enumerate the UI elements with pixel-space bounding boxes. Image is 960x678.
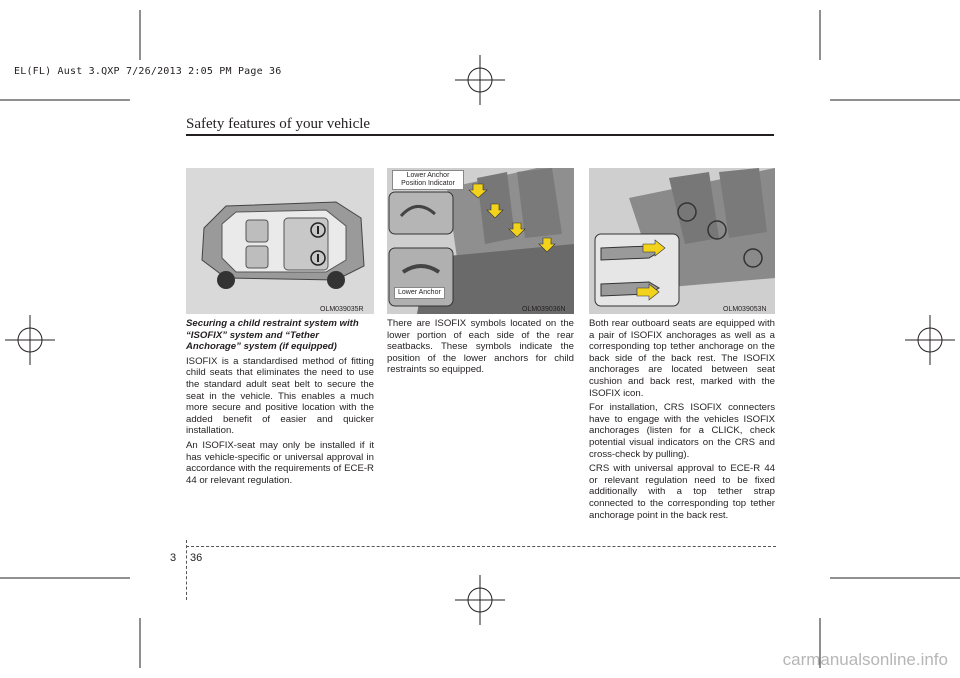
paragraph: CRS with universal approval to ECE-R 44 or relevant regulation need to be fixed additionally with a top tether strap connected to the corresponding top tether anchorage point in the back rest. [589, 463, 775, 521]
figure-code-3: OLM039053N [723, 306, 767, 313]
figure-code-2: OLM039036N [522, 306, 566, 313]
paragraph: An ISOFIX-seat may only be installed if it has vehicle-specific or universal approval in accordance with the requirements of ECE-R 44 or relevant regulation. [186, 439, 374, 486]
callout-lower-anchor: Lower Anchor [394, 287, 445, 299]
column-3 [589, 318, 775, 524]
paragraph: Both rear outboard seats are equipped with a pair of ISOFIX anchorages as well as a corresponding top tether anchorage on the back side of the back rest. The ISOFIX anchorages are located between seat cushion and back rest, marked with the ISOFIX icon. [589, 318, 775, 399]
print-slug: EL(FL) Aust 3.QXP 7/26/2013 2:05 PM Page 36 [14, 66, 282, 77]
header-rule [186, 134, 774, 136]
car-illustration [186, 168, 374, 314]
watermark: carmanualsonline.info [782, 650, 948, 669]
section-subheading: Securing a child restraint system with “ISOFIX” system and “Tether Anchorage” system (if equipped) [186, 318, 359, 353]
page-number: 36 [190, 552, 203, 564]
callout-lower-anchor-position-indicator: Lower Anchor Position Indicator [392, 170, 464, 190]
figure-car-top-view [186, 168, 374, 314]
isofix-seat-illustration [589, 168, 775, 314]
footer-rule [186, 546, 776, 547]
paragraph: There are ISOFIX symbols located on the lower portion of each side of the rear seatbacks. These symbols indicate the position of the lower anchors for child restraints so equipped. [387, 318, 574, 376]
paragraph: ISOFIX is a standardised method of fitting child seats that eliminates the need to use the standard adult seat belt to secure the seat in the vehicle. This enables a much more secure and positive location with the added benefit of easier and quicker installation. [186, 355, 374, 437]
page-header-title: Safety features of your vehicle [186, 116, 371, 132]
footer-divider [186, 540, 187, 600]
figure-isofix-anchorages [589, 168, 775, 314]
figure-code-1: OLM039035R [320, 306, 364, 313]
column-2 [387, 318, 574, 379]
paragraph: For installation, CRS ISOFIX connecters have to engage with the vehicles ISOFIX anchorages (listen for a CLICK, check potential visual indicators on the CRS and cross-check by pulling). [589, 402, 775, 460]
column-1 [186, 318, 374, 489]
section-number: 3 [170, 552, 177, 564]
